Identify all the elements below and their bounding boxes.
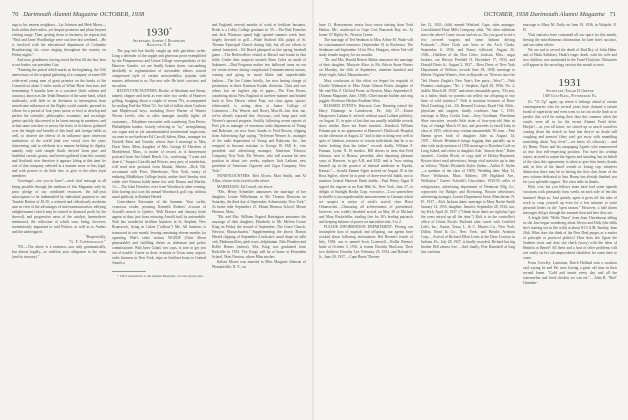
- paragraph: "Mrs. Henry Schneider announces the marriage of her daughter, Louise Wilhelmina, to Mr. Thomas Donovan on Saturday, the third day of September, Schenectady, New York." At home after September 15, Mount Hermon School, Mount Hermon, Mass.: [212, 189, 306, 214]
- paragraph: A bright little "Hello There" from Jean Thornhuson telling us she first began wondering about Alvera and Dick (she hillis she's starting out in life with) at about 8:15 A.M. Sunday, June 26th. What does she think of the New Deal purges as a matter of principle or practical politics? How does she figure the Sudeten crisis and does she check (sorry) with the ideas of Henlein or Beneš? All these and a host of other problems will rest easily on her talcumpowdered shoulders for some time to come.: [523, 215, 617, 261]
- running-head-right: [484, 11, 616, 18]
- paragraph: ber 12, 1933, child, named Winifred. Cape, sales manager, Consolidated Flour Mills Company, adds, "No other additions since the above! Come on out and see us. Do you good to see a few covered wagons and some Indians driving Packards.".....Peter Clark was born to the Arch Clarks, September 6, 1934, and Nancy followed, August 26, 1936.....Children of the Don Coles, Jackson, Miss., sugar brokers, are Harvey Penfield II, December 17, 1933, and Donald Davis Jr., August 2, 1937.....Hoss Drew, of New York Department of Welfare, records June 28, 1938, marriage to Helene Virginia Winters; lives in Bayside; no '30 news since he "left Howie Ziegler's New Year's Eve party—Wow!".....Nels Flanders catalogues: "No. 1: Stephen, April 29, 1936; No. 2, Judith, March 28, 1938," and raises reasonable query, "Do you, as a father, think we parents can reflect our offspring to two lines of cold statistics?" Nels is assistant treasurer of Barre Wool Combing, Ltd.....Dr. Bernard Coriepo, Royal Oak, Mich., physician and surgeon, finally confesses June 1, 1935, marriage to Mary Cecilia Gant.....Jerry Goodman, Floesheim Shoe executive, records little sister of four-year-old John as Ann, of vintage March 10 last, and proceeds to enroll John in class of 1955, which may contain innumerable '30 sons.....Pete Hamm gives birth of daughter Julie as August 14, 1937.....Howie Heimbach brings logging data partially up to date with tardy mention of 1935 marriage to Dorothea Goff on Long Island, and refers to daughter Ada, "almost three." Dates awaited.....Gordon Illwitt, of copy staff of Dickey-Raymond, Boston direct mail advertisers, brings vital statistics up to date as follows: "Bride: Elizabeth Styles (father—Arthur E. Styles—a member of the class of 1905). Wedding date: May 14. Place: Wollaston, Mass. Address: 189 Highland Ave., Wollaston." Career: Schrafft's Chocolates, 1930-35; seller of refrigerators; advertising department of Dennison Mfg Co.; copywriter for Badger and Browning, Boston advertisers; advertising manager, Leavitt Department Store, Manchester, N. H., 1937.....Kirk Jackson dates: marriage to Mary Roche Smith January 14, 1933; daughter, Jennifer, September 28, 1934; son, Jay Kirk, April 20, 1937. ("I think those dates are right but I get the years mixed up all the time.") Kirk is in the controller's office of Union Pacific Railroad after career with Certified Lab's, Inc., Austin, Texas; L. & C. Mayers Co., New York; Dillon, Read & Co., New York; and Bendix Aviation Corp.....Arrival of Richard Elkin Lewis at the Dave Lewises in Indiana, Pa., July 28, 1937, is finally recorded. Richard has big brother Bill almost five.....And finally, Pete Ramsdell at long last confirms: [421, 23, 515, 255]
- paragraph: and England; several months of work at fertilizer business. Bride is a Colby College graduate in '35.....The Bud Frenches and Jack Winstons spend high spirited summer week here, largely devoted to golf.....Wade Stafford fills pulpit of St. Thomas Episcopal Church during July, but all our efforts to attend frustrated.....Ed Brazil glimpsed at late spring baseball game.....The Heffersellers visited at Bristol and found in fine fettle. Under their auspices unearth Shaw Coles on sands of Sakonnet.....Dud Ferguson makes few hallowed turns on our ice cream freezer during complicated Commencement season, coming and going in usual blithe and unpredictable fashion.....The Joe Colans briefly, Joe now having charge of production in three Eastman Kodak divisions. Clint and two others lost on fugitive slip of paper.....The Fran Horns, wandering about New England in carefree manner and headed back to New Haven, where Fran, ace class agent, spruce, whitesuited, is acting dean at Junior College of Commerce.....Pat Weaver and Rosey Morrill—but dear me, we've already reported this. Anyways, can't keep pace with Weaver's upward progress. Swiftly following recent reports of Pat's job as manager of enormous radio department of Young and Rubicam, we now have, thanks to Fred Bowen, clipping from Advertising Age saying, "Sylvester Weaver Jr., manager of the radio department of Young and Rubicam, Inc., has resigned to become assistant to George W. Hill Jr., vice president and advertising manager, American Tobacco Company, New York. Mr. Weaver, who will assume his new position in about two weeks, replaces Jack Latham, new president of American Cigarette and Cigar Company, New York.": [212, 23, 306, 174]
- paragraph: From Crowley, Louisiana, Dutch Holland sent a vacation card saying he and Pat were having a great old time in their second home. "Gold and tennis every day and all the watermelon and fried chicken we can eat.".....John B. "Red" Chamber-: [523, 261, 617, 286]
- running-head-left: [12, 11, 144, 18]
- footnote: * 100% subscribers to the Alumni Magazine, on class group plan.: [117, 273, 204, 278]
- subscriber-marker: *: [169, 28, 172, 33]
- paragraph: "Dr. and Mrs. Harold Robert Mahar announce the marriage of their daughter, Marjorie Alice, to Mr. Edwin Stone Waters on Monday, the fifth of September, nineteen hundred and thirty-eight, Athol, Massachusetts.": [319, 58, 413, 78]
- paragraph: Holy cow, but you fellows must have had some tapeesh vacations with pleasantly busy weeks on each side of 'em this summer! Hope so. And quickly agree it gives off the odor of work to coop yourself up even for a few minutes to write personal letters in the "open season." However, a half dozen messages did get through the summer heat and here they are:: [523, 185, 617, 215]
- class-secretary-address: Hanover, N. H.: [146, 43, 172, 48]
- postscript: "P.S.—The above is a sentence—not only grammatically, but almost legally—to reaffirm your allegiance to the class (and its treasury).": [12, 245, 106, 260]
- class-heading-1931: [523, 77, 617, 98]
- class-secretary: Secretary, Edgar H. Greene: [546, 89, 594, 94]
- paragraph: Kelsea Moore was married to Miss Margaret Johnson of Pleasantville, N. Y., on: [212, 260, 306, 270]
- paragraph: And now, gentlemen, having saved the best till the last, here is our leader, our president Gus:: [12, 58, 106, 68]
- running-head-text-left: Dartmouth Alumni Magazine OCTOBER, 1938: [23, 11, 145, 18]
- paragraph: "Mr. and Mrs. William Osgood Harrington announce the marriage of their daughter, Elizabeth, to Mr. Melvin Crowe King on Friday the second of September, The Grace Church, Newton, Massachusetts." Supplementing the above, Boston Herald clipping of September 4 indicates usual drape on tulle veil, Madonna lilies, pink roses, delphinium. Nels Flanders and Rollie Brems (ushers). Mrs. King was graduated from Radcliffe in 1933. The Kings will be at home at Fessenden School, West Newton, where Mim teaches.: [212, 214, 306, 260]
- paragraph: Must conclusion of this effort we depart for nuptials of Charlie Widmayer to Miss Alone Gilman Porter, daughter of Mr. and Mrs. F. Clifford Porter, in Newton, Mass. September 8. (Alumni Magazine, June, 1938). Chief morale builder and ring juggler: Professor Herbert Faulkner West.: [319, 78, 413, 103]
- right-column-2: [421, 23, 515, 255]
- left-column-3: [212, 23, 306, 270]
- class-year: 1931: [558, 77, 582, 90]
- class-secretary-address: 1309 Gulf Bldg., Pittsburgh, Pa.: [542, 94, 598, 99]
- paragraph: MARRIAGES: Ed Carroll, see above.: [217, 184, 274, 189]
- signoff-signature: "G. F. Tobbermann.": [68, 240, 106, 245]
- signoff-line: "Respectfully,: [85, 234, 106, 239]
- paragraph: BLESSED EVENTS: Harrison Case Dunning joined the Harry Dunnings in Lansdowne, Pa., July 27.....Ernest Hargreaves Latham Jr. arrived, without usual Latham publicity, on August 11, in spite of fact that our usually infallible records show neither Dave nor Ernie married.....Kendrick William Putnam put in an appearance at Hanover's Hitchcock Hospital on the afternoon of August 21 "and to date is doing very well in spite of fabulous assertion of certain individuals that he is no better looking than his father," records daddy, William F. Putnam, Lyme, N. H. medico. Bill throws in item that Fred Johnson, sent to Boston, preceded, after departing pleasant ways of Hanover, to get A.B. and M.D. and is "now setting himself up in the practice of internal medicine in Topeka, Kansas.".....Arnold Emmet Sigler arrived on August 18 at the Ross Siglers, where he is pride of three-year-old Judith, not to mention Central Hanover Bank daddy.....Paul Henry Zagat II signed the register at no East 86th St., New York, June 27, to delight of Sunlight Realty Corp. executive.....Lost somewhere in shuffle is incomprehensible announcement in German which we suspect is notice of stork's arrival chez Horst Orbanowski.....Climaxing all achievements of parenthood, however, was widely heralded arrival on May 28 of Michael and Mary Rockefeller, totaling five for 30's leading patriarch and keeping balance of power on masculine side, 3 to 2.: [319, 103, 413, 224]
- right-column-1: [319, 23, 413, 260]
- left-column-2: [112, 23, 206, 278]
- right-column-3: [523, 23, 617, 286]
- paragraph: Coincidence Encounter of the Summer. Your scribe, voracious reader, perusing Kenneth Roberts' account of Arnold's march to Quebec. Walt Dresser and January bride appear at door, just from retracing Arnold trail, by automobile. Walt has wonderful fertilizer business in St. Stephen, New Brunswick, living in Calais ("callous") Me. All business is transacted in one month, leaving remaining eleven months for operating Walt's radio station, WCEDF (Clint Abern pleasurable) and fulfilling duties as alderman and police commissioner. Walt hires Calais' two cops, is sure to get you out of trouble. Career so dose: aviation re Texas army airport; radio business in New York, trips on fertilizer boats to Central America: [112, 200, 206, 265]
- class-heading-1930: [112, 25, 206, 48]
- left-column-1: [12, 23, 106, 260]
- paragraph: 'Greetings!—see you in June!'—each vital message to all being possible through the medium of this Magazine only by prior pledge of our combined resources, the full-year subscription to be indemnified by individual payment to one Trunkie Britton of $1.50, a reduced and ridiculously moderate sum in view of the advantages of intercommunication, edifying enlightenment (which may be turned to financial profit by the shrewd), and progressive news of the catalyst, hereinabove mentioned, the collection of which sum, being, however, momentously important to said Britton, as well as to Anders and the undersigned.: [12, 179, 106, 234]
- page-number-right: 71: [609, 11, 616, 18]
- paragraph: ings to his nearest neighbors—Lyt Johnson and Herb Morse—both within three miles, yet despite promises and plans beyond visiting range. Then, getting down to business, he reports that "Paul and Janet Woodbridge were out here last weekend.....He is involved with the educational department of Columbia Broadcasting, his voice ringing throughout the country on Friday nights.": [12, 23, 106, 58]
- paragraph: It's "'31 Up" again, up where it belongs ahead of certain contemporaries who for several years have claimed a certain brand of superiority and even went so far out on the limb as to predict that we'd be eating their dust this summer when the results were all in for the recent Alumni Fund drive. Heeple!.....as you all know, we stirred up so much ourselves coming down the stretch in June that they're no doubt still coughing and sneezin' (they can't get away with mumbling something about "hay fever"—we know it's silicosis) .....and it's Beany Thorn and his rampaging Agents who maneuvered us into that self-respecting position. You have his windup report, no need to repeat the figures and standing, but on behalf of the class this opportunity is taken to give him hearty thanks and, in lieu of the laurel wreath or loving cup, whatever distinction there may be in having the first class letter of the new volume dedicated to him. Beany has already thanked you for your splendid support. The class adds its thanks.: [523, 99, 617, 185]
- page-number-left: 70: [12, 11, 19, 18]
- paragraph: Vital statistics have consumed all our space for this month, leaving the miscellaneous information for later brief, succinct, and succulent efforts.: [523, 33, 617, 48]
- paragraph: The gag rule has finally caught up with garrulous scribe. Long a defender of the supple and generous prose exemplified by the Pompanoosuc and Union Village correspondents of the Hanover Gazette, we are finally beaten down, succumbing decidedly to regimentation of inexorable editors toward compressed style of certain newsweeklies, popular with masses, abhorrent to us. Our new rule: Be brief, succinct, and succulent.: [112, 48, 206, 89]
- paragraph: RECENT ENCOUNTERS: Roulie, of Abraham and Straus, tanned, chipper and fresh as ever after two weeks of Hanover golfing, bragging about a couple of recent 79's, accompanied by smiling Fred the White '31. Are full of tidbits about Goshens and Maplewood boys, including Steve Warner of Warner Woven Levels, who as sales manager steadily fights off customers.....Telephone encounter with wandering Tom Peirce, Philadelphia banker, loosely referring to "us," strengthening our vague and as yet unsubstantiated matrimonial suspicions, on route to see hardware Ed Carroll, Salem, Mass., manager for Norfolk Paint and Varnish, whose June 4 marriage to Miss Doris Shaw Allen, daughter of Mrs. George D. Hershaw of Marblehead, Mass., is matter of record, as is honeymoon postcard from Sea Island Beach, Ga., confessing "I went and done it." Suspect Carrolls and Peirces, easy prey of wanderlust, will send next postcard from Irkutsk, Siberia.....Dick Tilt, accountant with Price, Waterhouse, New York, weary of enduring Middlebury College books, makes brief Sunday visit while wife Eleanor holds home fort with Donna, and Martha, 1¼.....The John Frenches, over from Woodstock other evening, John having just won his annual Woodstock golf cup, without usual publicity in Rutland Herald.: [112, 89, 207, 200]
- class-year-text: 1930: [145, 26, 170, 39]
- right-page: [314, 0, 628, 420]
- paragraph: We are sad to record the death of Bud Bry, of John Hahn, and of Hank Salisbury. Hank's tragic death, with his wife and two children, was mentioned in the Fund-Thirtyiter. Obituaries will appear in the necrology section this month or next.: [523, 48, 617, 68]
- paragraph: FULLER INFORMATION DEPARTMENT: Piecing out incomplete data of nuptials and offspring, our agents have worked down following information: Hal Boome's fourth of July, 1938, son is named Scott Cromwell.....Rollie Brems's bride of October 3, 1931, is former Dorothy MacLean. Their two children: Dorothy Lee, February 25, 1934, and Roland C. Jr., June 29, 1937.....Cape Burns' Decem-: [319, 224, 413, 260]
- class-secretary: Secretary, Albert I. Dickerson: [132, 38, 186, 43]
- paragraph: marriage to Mary M. Duffy on June 19, 1936, in Walpole, N. H.: [523, 23, 617, 33]
- paragraph: June 11. Honeymoon: motor boat cruise starting from York Harbor, Me., southward to Cape Cod, Buzzards Bay, etc. At home: 67 Ripley St., Newton Center.: [319, 23, 413, 38]
- class-year: [112, 25, 206, 39]
- paragraph: The marriage of Ted Seidman to Miss Arline M. Wade will be consummated tomorrow (September 9) in Rochester. The Seidmans sail September 14 for Pécs, Hungary, where Ted will study female surgery for six months.: [319, 38, 413, 58]
- running-head-text-right: OCTOBER, 1938 Dartmouth Alumni Magazine: [483, 11, 605, 18]
- paragraph: "Entering the period which marks as the beginning, the 15th anniversary of the original gathering of a company of some 650 wide-eyed young men of great promise on the banks of the Connecticut about 5 miles north of White River Junction, and terminating 9 months later in a conclave (both solemn and raucous), known as the Tenth Reunion of the same band, which studiously, with little or no deviation or interruption from unwelcome influences of the Bigley world outside, pursued its efforts for a period of four years (more or less) to develop and perfect the scientific, philosophic, economic, and sociologic genius quickly discovered to be latent among its members, and at that same conclave to survey the fruits of its labors, gathered over the length and breadth of this land, and foreign fields as well, to observe the effects of its influence upon timeworn institutions of the world (and vice versa) over the years intervening, and to celebrate in a manner befitting its dignity, namely, only with simple fluids derived from pure and healthful cereals, grains, and berries gathered from this country and Scotland; now therefore it appears fitting at this time for one of that company, selected in a manner more or less legal, and with powers to do little else, to give to the other loyal members:: [12, 68, 107, 179]
- paragraph: NONENCOUNTERS: Red Alcorn, Mort Smith, and Al Allyn, whose visits foxed scribe above.: [212, 174, 306, 184]
